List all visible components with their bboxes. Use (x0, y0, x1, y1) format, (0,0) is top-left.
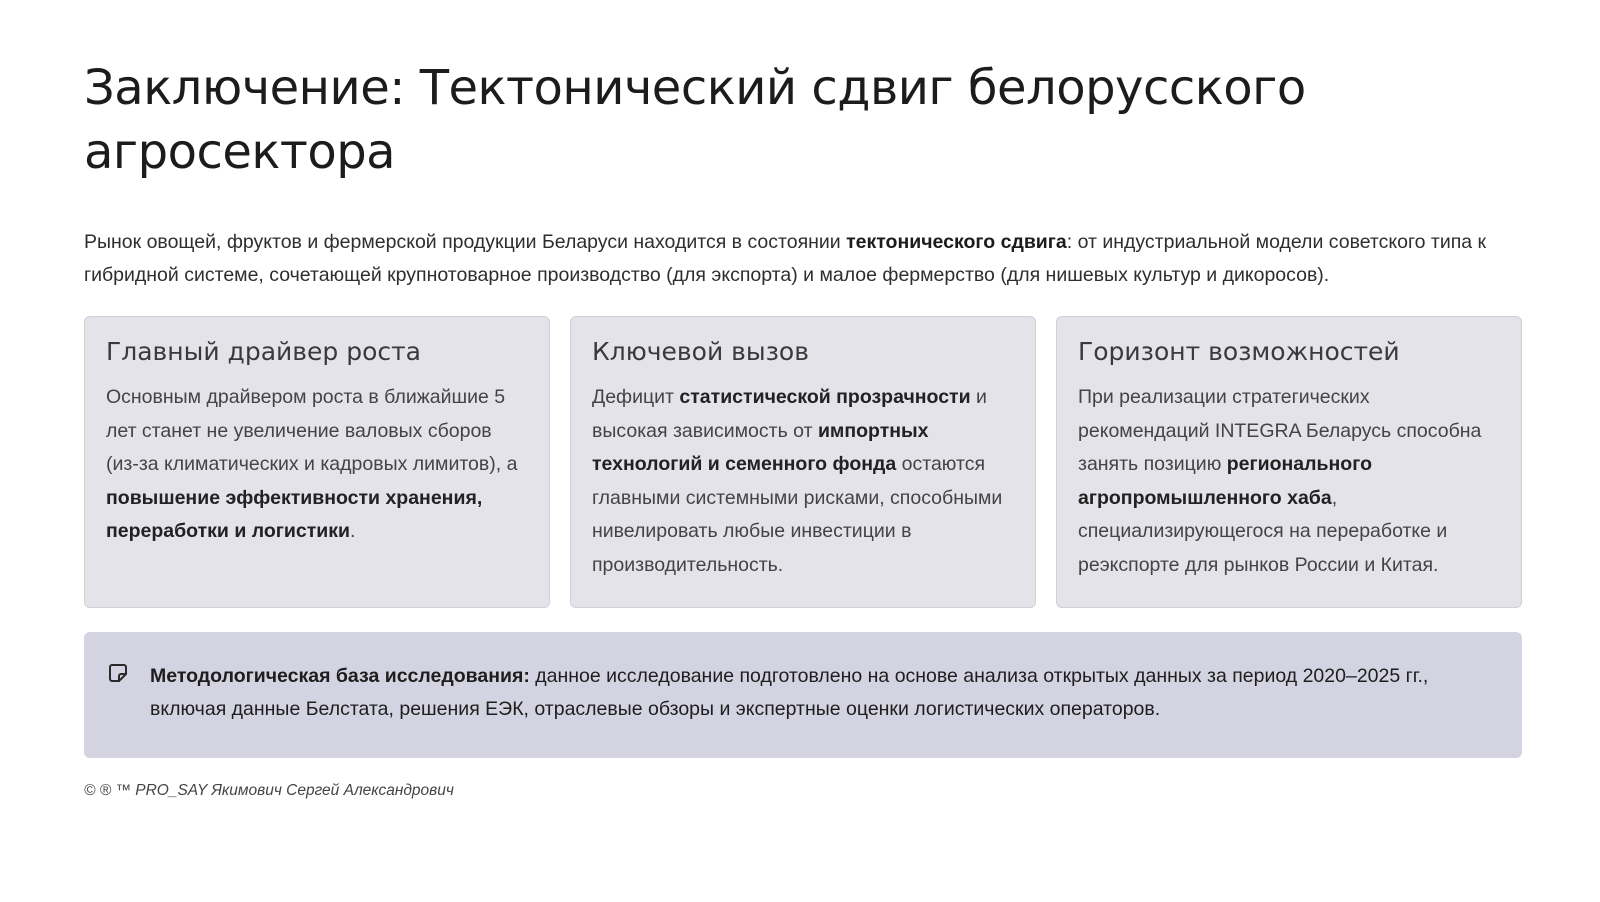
slide (84, 56, 1522, 800)
card-opportunity-horizon (1056, 316, 1522, 608)
sticky-note-icon (108, 663, 128, 683)
intro-paragraph (84, 226, 1522, 292)
card-text-part: При реализации стратегических рекомендаций INTEGRA Беларусь способна занять позицию (1078, 386, 1482, 475)
card-title: Горизонт возможностей (1078, 337, 1400, 366)
note-text (150, 660, 1482, 726)
card-text (106, 381, 529, 549)
card-key-challenge (570, 316, 1036, 608)
card-text-bold: импортных технологий и семенного фонда (592, 419, 929, 475)
page-title: Заключение: Тектонический сдвиг белорусского агросектора (84, 60, 1306, 180)
card-text-part: . (350, 520, 356, 542)
card-text-part: остаются главными системными рисками, способными нивелировать любые инвестиции в производительность. (592, 453, 1003, 576)
card-text-bold: регионального агропромышленного хаба (1078, 453, 1372, 509)
card-text-bold: статистической прозрачности (679, 386, 971, 408)
cards-row (84, 316, 1522, 608)
intro-text-1: Рынок овощей, фруктов и фермерской продукции Беларуси находится в состоянии (84, 231, 847, 253)
note-bold: Методологическая база исследования: (150, 665, 530, 687)
card-text-part: , специализирующегося на переработке и реэкспорте для рынков России и Китая. (1078, 486, 1448, 576)
methodology-note (84, 632, 1522, 758)
card-title: Ключевой вызов (592, 337, 809, 366)
copyright-footer: © ® ™ PRO_SAY Якимович Сергей Александрович (84, 782, 454, 799)
intro-bold: тектонического сдвига (846, 231, 1067, 253)
note-body: данное исследование подготовлено на основе анализа открытых данных за период 2020–2025 гг., включая данные Белстата, решения ЕЭК, отраслевые обзоры и экспертные оценки логистических операторов. (150, 665, 1429, 720)
card-growth-driver (84, 316, 550, 608)
card-text-part: Основным драйвером роста в ближайшие 5 лет станет не увеличение валовых сборов (из-за климатических и кадровых лимитов), а (106, 386, 518, 475)
card-text-bold: повышение эффективности хранения, переработки и логистики (106, 486, 483, 542)
intro-text-2: : от индустриальной модели советского типа к гибридной системе, сочетающей крупнотоварное производство (для экспорта) и малое фермерство (для нишевых культур и дикоросов). (84, 231, 1487, 286)
card-text (592, 381, 1015, 582)
card-text-part: и высокая зависимость от (592, 386, 987, 442)
card-text-part: Дефицит (592, 386, 680, 408)
card-title: Главный драйвер роста (106, 337, 422, 366)
card-text (1078, 381, 1501, 582)
